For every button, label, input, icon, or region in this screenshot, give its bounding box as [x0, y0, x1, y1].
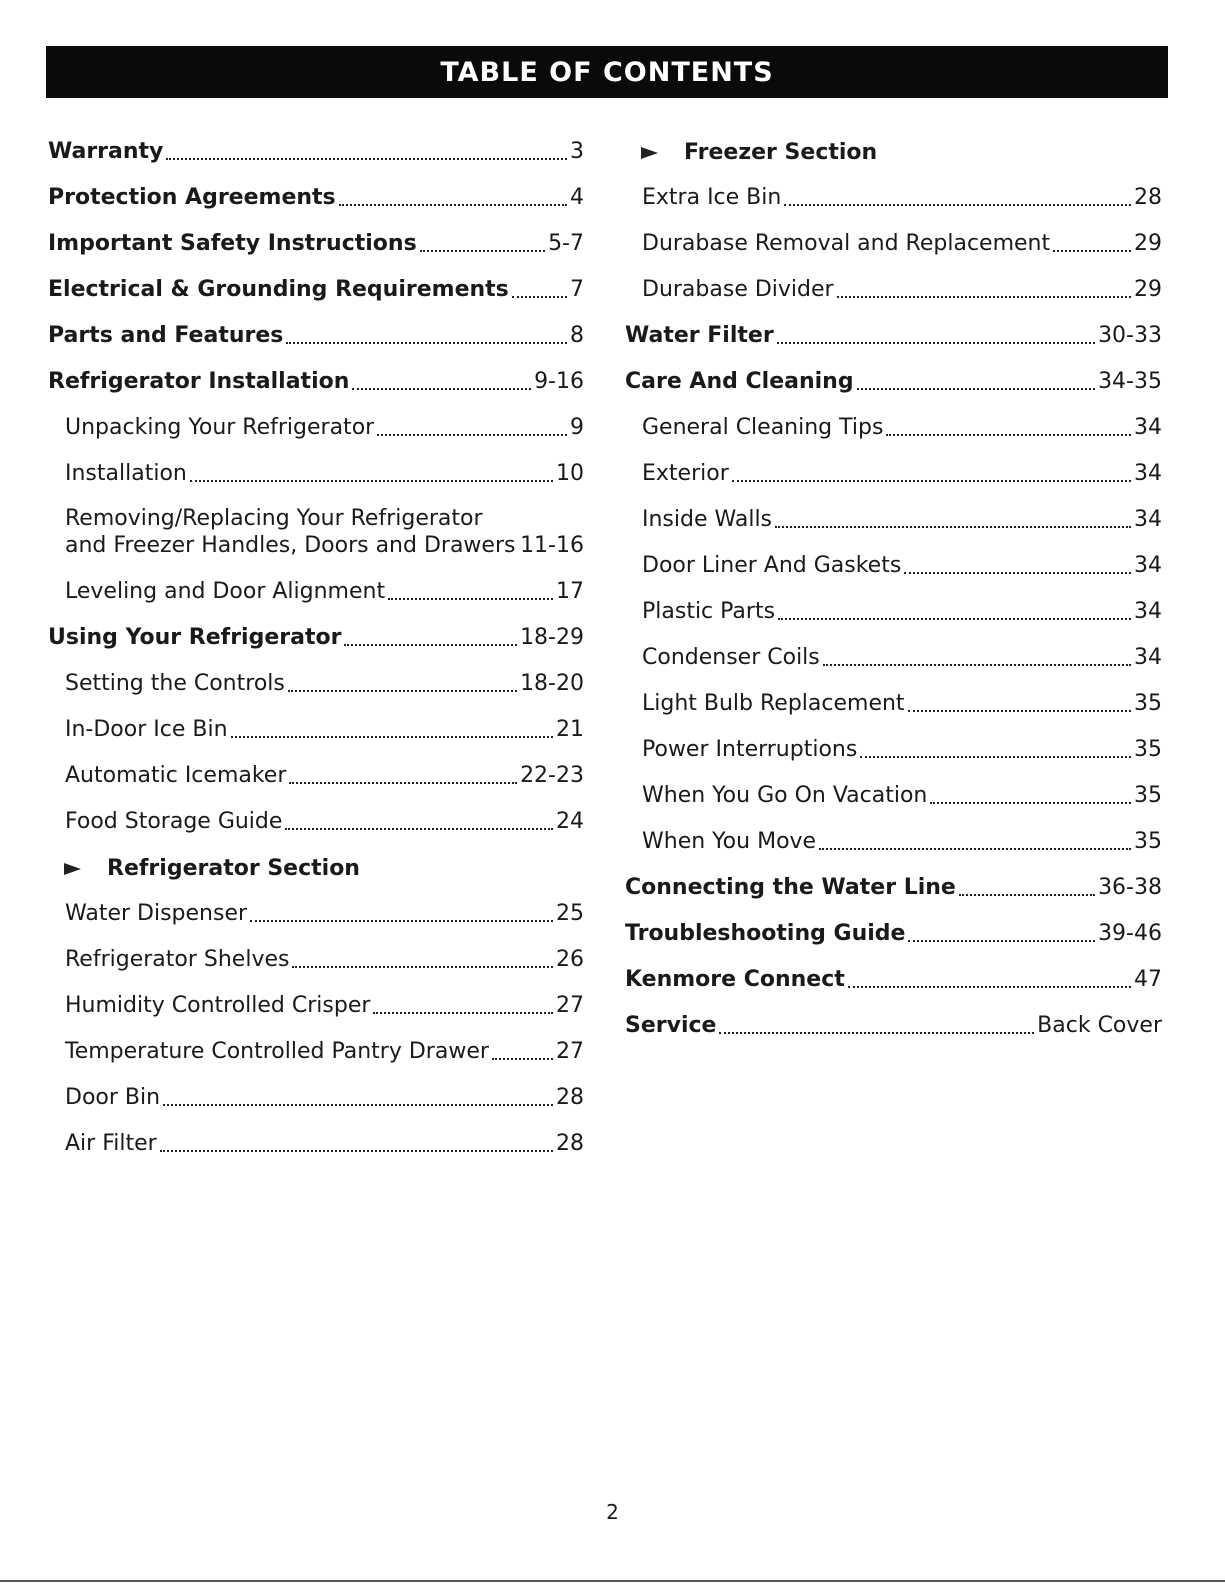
toc-entry-page: 27: [556, 1039, 584, 1064]
toc-entry-page: 34: [1134, 645, 1162, 670]
toc-entry-food-storage[interactable]: [48, 797, 584, 843]
toc-entry-page: 35: [1134, 691, 1162, 716]
dot-leader: [190, 480, 553, 482]
toc-entry-page: 47: [1134, 967, 1162, 992]
toc-entry-water-filter[interactable]: [625, 311, 1162, 357]
toc-entry-label: Using Your Refrigerator: [48, 625, 342, 650]
toc-entry-label: Condenser Coils: [642, 645, 820, 670]
bottom-rule: [0, 1580, 1225, 1582]
dot-leader: [959, 894, 1095, 896]
toc-entry-condenser-coils[interactable]: [625, 633, 1162, 679]
dot-leader: [285, 828, 553, 830]
toc-right-column: [625, 127, 1162, 1047]
dot-leader: [373, 1012, 553, 1014]
toc-entry-label: Humidity Controlled Crisper: [65, 993, 371, 1018]
dot-leader: [778, 618, 1131, 620]
toc-entry-troubleshooting[interactable]: [625, 909, 1162, 955]
toc-entry-handles-doors-drawers[interactable]: [48, 495, 584, 567]
dot-leader: [819, 848, 1131, 850]
toc-entry-page: 29: [1134, 277, 1162, 302]
toc-entry-page: 28: [556, 1131, 584, 1156]
toc-entry-label: In-Door Ice Bin: [65, 717, 228, 742]
toc-entry-page: 39-46: [1098, 921, 1162, 946]
toc-entry-general-cleaning-tips[interactable]: [625, 403, 1162, 449]
toc-entry-crisper[interactable]: [48, 981, 584, 1027]
toc-entry-vacation[interactable]: [625, 771, 1162, 817]
toc-entry-page: 35: [1134, 783, 1162, 808]
toc-entry-page: 8: [570, 323, 584, 348]
triangle-arrow-icon: [641, 147, 658, 159]
dot-leader: [377, 434, 567, 436]
toc-entry-label: Automatic Icemaker: [65, 763, 287, 788]
toc-entry-air-filter[interactable]: [48, 1119, 584, 1165]
toc-entry-page: 10: [556, 461, 584, 486]
toc-entry-label: Light Bulb Replacement: [642, 691, 905, 716]
toc-entry-page: 30-33: [1098, 323, 1162, 348]
section-heading-label: Freezer Section: [684, 140, 878, 165]
toc-entry-page: 34: [1134, 553, 1162, 578]
toc-entry-durabase-divider[interactable]: [625, 265, 1162, 311]
toc-entry-pantry-drawer[interactable]: [48, 1027, 584, 1073]
toc-entry-page: 36-38: [1098, 875, 1162, 900]
dot-leader: [352, 388, 531, 390]
toc-entry-label: Service: [625, 1013, 717, 1038]
toc-entry-page: 34: [1134, 599, 1162, 624]
dot-leader: [286, 342, 567, 344]
toc-entry-using-refrigerator[interactable]: [48, 613, 584, 659]
dot-leader: [344, 644, 517, 646]
toc-entry-service[interactable]: [625, 1001, 1162, 1047]
toc-entry-in-door-ice-bin[interactable]: [48, 705, 584, 751]
dot-leader: [837, 296, 1131, 298]
toc-entry-label: Air Filter: [65, 1131, 157, 1156]
toc-entry-installation[interactable]: [48, 449, 584, 495]
toc-entry-water-dispenser[interactable]: [48, 889, 584, 935]
page-title: TABLE OF CONTENTS: [440, 56, 774, 88]
dot-leader: [512, 296, 567, 298]
toc-entry-setting-controls[interactable]: [48, 659, 584, 705]
toc-entry-label: When You Move: [642, 829, 817, 854]
toc-entry-page: 4: [570, 185, 584, 210]
toc-entry-label: Durabase Divider: [642, 277, 834, 302]
toc-entry-page: 34-35: [1098, 369, 1162, 394]
toc-entry-label: Warranty: [48, 139, 164, 164]
toc-entry-page: Back Cover: [1037, 1013, 1162, 1038]
toc-entry-label: Removing/Replacing Your Refrigerator and Freezer Handles, Doors and Drawers: [65, 506, 516, 558]
toc-entry-page: 18-20: [520, 671, 584, 696]
toc-entry-page: 3: [570, 139, 584, 164]
toc-entry-door-liner[interactable]: [625, 541, 1162, 587]
section-heading-freezer: [625, 127, 1162, 173]
toc-entry-kenmore-connect[interactable]: [625, 955, 1162, 1001]
toc-entry-label: Refrigerator Shelves: [65, 947, 290, 972]
toc-entry-page: 9-16: [534, 369, 584, 394]
toc-entry-label: Exterior: [642, 461, 729, 486]
toc-entry-page: 26: [556, 947, 584, 972]
triangle-arrow-icon: [64, 863, 81, 875]
dot-leader: [250, 920, 553, 922]
section-heading-refrigerator: [48, 843, 584, 889]
toc-entry-power-interruptions[interactable]: [625, 725, 1162, 771]
toc-entry-label: Inside Walls: [642, 507, 773, 532]
toc-entry-extra-ice-bin[interactable]: [625, 173, 1162, 219]
toc-entry-leveling[interactable]: [48, 567, 584, 613]
toc-entry-refrigerator-shelves[interactable]: [48, 935, 584, 981]
toc-entry-label: Parts and Features: [48, 323, 284, 348]
toc-entry-water-line[interactable]: [625, 863, 1162, 909]
toc-entry-parts-features[interactable]: [48, 311, 584, 357]
dot-leader: [848, 986, 1131, 988]
dot-leader: [163, 1104, 553, 1106]
toc-entry-page: 35: [1134, 829, 1162, 854]
toc-entry-page: 35: [1134, 737, 1162, 762]
toc-entry-page: 25: [556, 901, 584, 926]
toc-entry-page: 34: [1134, 507, 1162, 532]
toc-entry-page: 5-7: [548, 231, 584, 256]
toc-entry-exterior[interactable]: [625, 449, 1162, 495]
dot-leader: [288, 690, 517, 692]
toc-entry-page: 29: [1134, 231, 1162, 256]
toc-entry-protection-agreements[interactable]: [48, 173, 584, 219]
dot-leader: [732, 480, 1131, 482]
toc-entry-label: Leveling and Door Alignment: [65, 579, 386, 604]
toc-left-column: [48, 127, 584, 1165]
dot-leader: [857, 388, 1095, 390]
toc-entry-page: 34: [1134, 415, 1162, 440]
toc-entry-page: 34: [1134, 461, 1162, 486]
dot-leader: [166, 158, 567, 160]
toc-entry-page: 28: [556, 1085, 584, 1110]
toc-entry-label: Care And Cleaning: [625, 369, 854, 394]
toc-entry-page: 7: [570, 277, 584, 302]
toc-entry-label: Protection Agreements: [48, 185, 336, 210]
dot-leader: [908, 710, 1131, 712]
toc-entry-label: Durabase Removal and Replacement: [642, 231, 1051, 256]
toc-entry-label: Unpacking Your Refrigerator: [65, 415, 375, 440]
toc-entry-move[interactable]: [625, 817, 1162, 863]
toc-entry-door-bin[interactable]: [48, 1073, 584, 1119]
dot-leader: [339, 204, 567, 206]
toc-entry-label: Kenmore Connect: [625, 967, 845, 992]
section-heading-label: Refrigerator Section: [107, 856, 360, 881]
toc-entry-page: 18-29: [520, 625, 584, 650]
toc-entry-label: Food Storage Guide: [65, 809, 283, 834]
toc-entry-label: Water Filter: [625, 323, 774, 348]
toc-entry-label: Plastic Parts: [642, 599, 776, 624]
dot-leader: [823, 664, 1131, 666]
toc-entry-plastic-parts[interactable]: [625, 587, 1162, 633]
toc-entry-page: 27: [556, 993, 584, 1018]
dot-leader: [388, 598, 553, 600]
toc-entry-label: Electrical & Grounding Requirements: [48, 277, 509, 302]
toc-entry-page: 24: [556, 809, 584, 834]
toc-entry-safety-instructions[interactable]: [48, 219, 584, 265]
toc-entry-label: Door Liner And Gaskets: [642, 553, 902, 578]
toc-entry-inside-walls[interactable]: [625, 495, 1162, 541]
dot-leader: [160, 1150, 553, 1152]
toc-entry-label: When You Go On Vacation: [642, 783, 928, 808]
dot-leader: [1053, 250, 1131, 252]
toc-entry-label: Installation: [65, 461, 187, 486]
dot-leader: [886, 434, 1131, 436]
dot-leader: [784, 204, 1131, 206]
dot-leader: [492, 1058, 553, 1060]
dot-leader: [420, 250, 545, 252]
toc-entry-label: Connecting the Water Line: [625, 875, 956, 900]
toc-entry-page: 21: [556, 717, 584, 742]
dot-leader: [231, 736, 553, 738]
toc-entry-warranty[interactable]: [48, 127, 584, 173]
dot-leader: [908, 940, 1095, 942]
toc-entry-label: Temperature Controlled Pantry Drawer: [65, 1039, 489, 1064]
toc-entry-electrical[interactable]: [48, 265, 584, 311]
page-number: 2: [606, 1500, 619, 1524]
toc-entry-label: Extra Ice Bin: [642, 185, 782, 210]
toc-entry-label: Door Bin: [65, 1085, 161, 1110]
toc-entry-label: Troubleshooting Guide: [625, 921, 906, 946]
dot-leader: [904, 572, 1131, 574]
dot-leader: [719, 1032, 1034, 1034]
toc-entry-label: Power Interruptions: [642, 737, 858, 762]
toc-entry-page: 11-16: [520, 533, 584, 558]
toc-entry-page: 17: [556, 579, 584, 604]
dot-leader: [289, 782, 517, 784]
dot-leader: [292, 966, 553, 968]
toc-header-bar: [46, 46, 1168, 98]
toc-entry-durabase-removal[interactable]: [625, 219, 1162, 265]
dot-leader: [775, 526, 1131, 528]
toc-entry-label: Setting the Controls: [65, 671, 285, 696]
dot-leader: [777, 342, 1095, 344]
toc-entry-automatic-icemaker[interactable]: [48, 751, 584, 797]
dot-leader: [860, 756, 1131, 758]
toc-entry-page: 22-23: [520, 763, 584, 788]
toc-entry-page: 9: [570, 415, 584, 440]
toc-entry-label: Water Dispenser: [65, 901, 248, 926]
toc-entry-refrigerator-installation[interactable]: [48, 357, 584, 403]
toc-entry-unpacking[interactable]: [48, 403, 584, 449]
toc-entry-page: 28: [1134, 185, 1162, 210]
toc-entry-light-bulb[interactable]: [625, 679, 1162, 725]
toc-entry-label: Refrigerator Installation: [48, 369, 350, 394]
dot-leader: [930, 802, 1131, 804]
toc-entry-label: General Cleaning Tips: [642, 415, 884, 440]
toc-entry-label: Important Safety Instructions: [48, 231, 417, 256]
toc-entry-care-cleaning[interactable]: [625, 357, 1162, 403]
